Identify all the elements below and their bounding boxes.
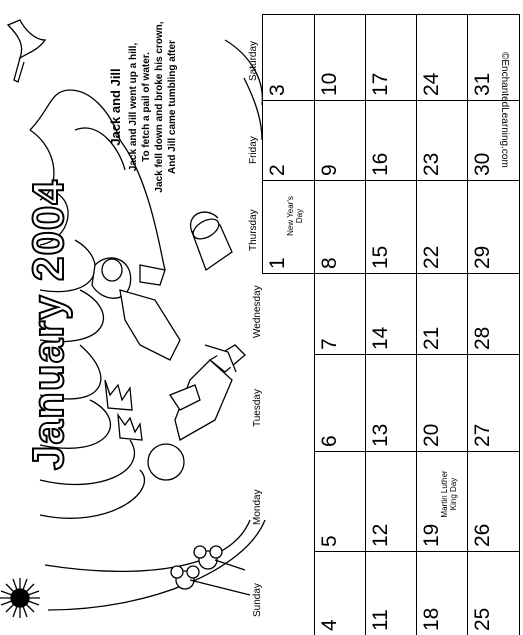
- rhyme-line: Jack fell down and broke his crown,: [154, 21, 165, 193]
- rhyme-line: And Jill came tumbling after: [167, 40, 178, 174]
- day-number: 23: [420, 152, 443, 176]
- day-number: 17: [369, 72, 392, 96]
- day-number: 7: [318, 338, 341, 350]
- holiday-label: Martin Luther King Day: [440, 470, 458, 518]
- weekday-label: Thursday: [248, 208, 259, 251]
- rhyme-line: Jack and Jill went up a hill,: [128, 42, 139, 172]
- rhyme-line: To fetch a pail of water.: [141, 52, 152, 162]
- weekday-label: Wednesday: [252, 284, 263, 338]
- weekday-label: Friday: [248, 136, 259, 164]
- day-number: 13: [369, 423, 392, 447]
- hill-curve: [244, 78, 262, 140]
- day-number: 28: [471, 326, 494, 350]
- day-number: 3: [266, 84, 289, 96]
- rhyme-block: [108, 0, 179, 222]
- rhyme-title: Jack and Jill: [108, 68, 123, 146]
- day-number: 2: [266, 164, 289, 176]
- jill-figure: [92, 258, 180, 360]
- weekday-label: Monday: [252, 489, 263, 525]
- day-number: 18: [420, 607, 443, 631]
- pail-icon: [190, 212, 232, 270]
- holiday-label: New Year's Day: [286, 196, 304, 236]
- flowers: [171, 546, 250, 595]
- website-credit: ©EnchantedLearning.com: [499, 52, 510, 168]
- day-number: 8: [318, 257, 341, 269]
- day-number: 9: [318, 164, 341, 176]
- day-number: 20: [420, 423, 443, 447]
- weekday-label: Sunday: [252, 583, 263, 617]
- sun-icon: [0, 578, 40, 618]
- day-number: 25: [471, 607, 494, 631]
- day-number: 30: [471, 152, 494, 176]
- day-number: 31: [471, 72, 494, 96]
- weekday-label: Saturday: [248, 40, 259, 81]
- day-number: 19: [420, 523, 443, 547]
- day-number: 10: [318, 72, 341, 96]
- weekday-label: Tuesday: [252, 388, 263, 427]
- crown-icon: [105, 380, 142, 440]
- day-number: 1: [266, 257, 289, 269]
- day-number: 29: [471, 245, 494, 269]
- day-number: 16: [369, 152, 392, 176]
- day-number: 27: [471, 423, 494, 447]
- day-number: 12: [369, 523, 392, 547]
- month-title: January 2004: [24, 179, 73, 470]
- day-number: 21: [420, 326, 443, 350]
- day-number: 14: [369, 326, 392, 350]
- day-number: 5: [318, 535, 341, 547]
- day-number: 15: [369, 245, 392, 269]
- day-number: 6: [318, 435, 341, 447]
- jack-figure: [148, 345, 245, 480]
- day-number: 4: [318, 619, 341, 631]
- day-number: 26: [471, 523, 494, 547]
- day-number: 24: [420, 72, 443, 96]
- bird-icon: [8, 20, 45, 82]
- day-number: 11: [369, 609, 392, 631]
- day-number: 22: [420, 245, 443, 269]
